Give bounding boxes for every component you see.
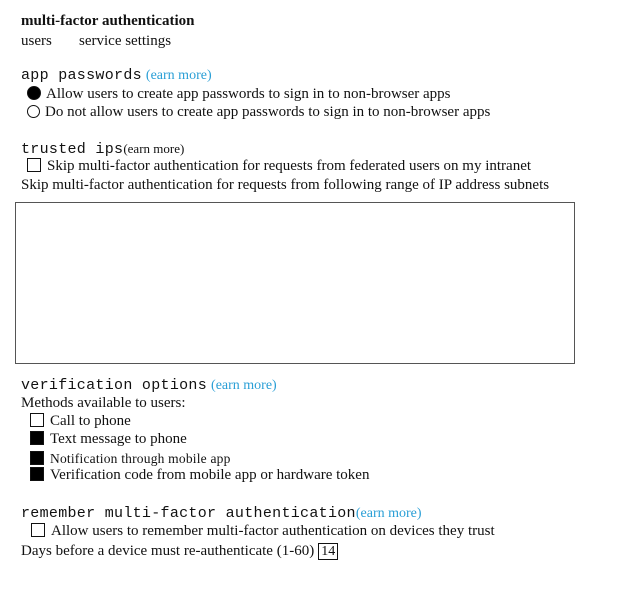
checkbox-checked-icon[interactable] [30, 451, 44, 465]
app-passwords-learn-more-link[interactable]: (earn more) [145, 68, 212, 83]
methods-label: Methods available to users: [21, 395, 186, 411]
method-call-to-phone-label: Call to phone [50, 413, 131, 429]
method-text-message[interactable] [30, 431, 187, 448]
skip-federated-option[interactable] [27, 158, 531, 175]
trusted-ips-section-header [21, 140, 184, 158]
method-mobile-app-notification-label: Notification through mobile app [50, 451, 231, 466]
verification-options-heading: verification options [21, 377, 208, 394]
verification-options-learn-more-link[interactable]: (earn more) [211, 378, 277, 393]
allow-remember-label: Allow users to remember multi-factor authentication on devices they trust [51, 523, 495, 539]
remember-mfa-learn-more-link[interactable]: (earn more) [355, 506, 422, 521]
skip-federated-label: Skip multi-factor authentication for requests from federated users on my intranet [47, 158, 532, 174]
days-row [21, 543, 338, 560]
disallow-app-passwords-label: Do not allow users to create app passwords to sign in to non-browser apps [45, 104, 491, 120]
allow-app-passwords-label: Allow users to create app passwords to sign in to non-browser apps [46, 86, 451, 102]
ip-range-label: Skip multi-factor authentication for requests from following range of IP address subnets [21, 177, 550, 193]
method-verification-code-label: Verification code from mobile app or hardware token [50, 467, 370, 483]
remember-mfa-section-header [21, 504, 422, 522]
app-passwords-section-header [21, 66, 212, 84]
disallow-app-passwords-option[interactable] [27, 104, 490, 121]
radio-selected-icon[interactable] [27, 86, 41, 100]
days-input[interactable]: 14 [318, 543, 338, 560]
page-title: multi-factor authentication [21, 13, 195, 29]
trusted-ips-heading: trusted ips [21, 141, 124, 158]
tab-users[interactable]: users [21, 33, 52, 49]
allow-remember-option[interactable] [31, 523, 495, 540]
allow-app-passwords-option[interactable] [27, 86, 451, 103]
ip-ranges-textarea[interactable] [15, 202, 575, 364]
method-verification-code[interactable] [30, 467, 369, 484]
app-passwords-heading: app passwords [21, 67, 142, 84]
checkbox-unchecked-icon[interactable] [31, 523, 45, 537]
checkbox-unchecked-icon[interactable] [30, 413, 44, 427]
checkbox-unchecked-icon[interactable] [27, 158, 41, 172]
method-text-message-label: Text message to phone [50, 431, 187, 447]
tab-service-settings[interactable]: service settings [79, 33, 172, 49]
method-call-to-phone[interactable] [30, 413, 131, 430]
method-mobile-app-notification[interactable] [30, 451, 231, 467]
days-label: Days before a device must re-authenticate (1-60) [21, 543, 315, 559]
remember-mfa-heading: remember multi-factor authentication [21, 505, 356, 522]
trusted-ips-learn-more-link[interactable]: (earn more) [123, 141, 185, 156]
checkbox-checked-icon[interactable] [30, 431, 44, 445]
checkbox-checked-icon[interactable] [30, 467, 44, 481]
radio-unselected-icon[interactable] [27, 105, 40, 118]
verification-options-section-header [21, 376, 277, 394]
